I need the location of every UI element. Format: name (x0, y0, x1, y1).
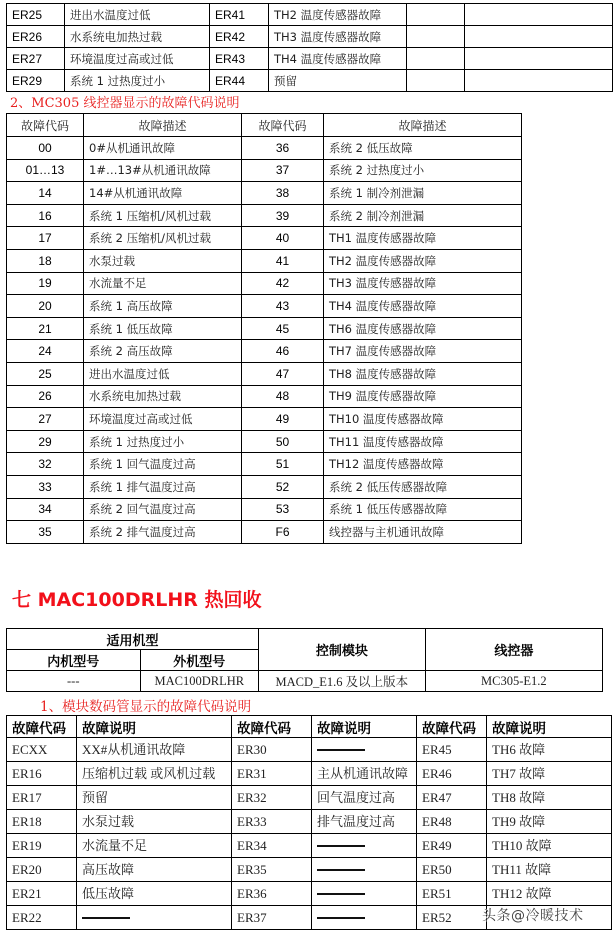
fault-code: 14 (7, 182, 84, 205)
table-row (7, 453, 522, 476)
column-header-description: 故障描述 (84, 114, 242, 137)
fault-description (77, 906, 232, 930)
fault-description: 高压故障 (77, 858, 232, 882)
dash-placeholder (317, 749, 365, 751)
table-row (7, 858, 612, 882)
fault-code: ER42 (210, 26, 269, 48)
watermark: 头条@冷暖技术 (482, 908, 584, 924)
fault-description: 系统 1 低压传感器故障 (324, 498, 522, 521)
mc305-section-heading: 2、MC305 线控器显示的故障代码说明 (10, 96, 240, 111)
table-row (7, 362, 522, 385)
table-row (7, 4, 613, 26)
fault-description: 进出水温度过低 (65, 4, 210, 26)
fault-description: 水系统电加热过载 (84, 385, 242, 408)
fault-code: 33 (7, 475, 84, 498)
fault-code: 25 (7, 362, 84, 385)
table-row (7, 882, 612, 906)
section-seven-title: 七 MAC100DRLHR 热回收 (12, 589, 262, 611)
fault-code: ER48 (417, 810, 487, 834)
fault-description: 回气温度过高 (312, 786, 417, 810)
fault-code: F6 (242, 521, 324, 544)
fault-description: 水泵过载 (84, 249, 242, 272)
table-row (7, 810, 612, 834)
fault-code: ER21 (7, 882, 77, 906)
table-row (7, 249, 522, 272)
table-row (7, 48, 613, 70)
fault-code: 18 (7, 249, 84, 272)
applicable-model-header: 适用机型 (7, 629, 259, 650)
table-row (7, 182, 522, 205)
fault-code: 34 (7, 498, 84, 521)
fault-code: 52 (242, 475, 324, 498)
module-fault-code-table (6, 715, 612, 930)
table-row (7, 738, 612, 762)
table-row (7, 272, 522, 295)
fault-description: TH9 温度传感器故障 (324, 385, 522, 408)
column-header-code: 故障代码 (232, 716, 312, 738)
fault-description: 水流量不足 (77, 834, 232, 858)
fault-description: 系统 2 回气温度过高 (84, 498, 242, 521)
fault-code: ER43 (210, 48, 269, 70)
fault-code: ER32 (232, 786, 312, 810)
fault-description: TH6 温度传感器故障 (324, 317, 522, 340)
fault-code: 51 (242, 453, 324, 476)
fault-code: ER16 (7, 762, 77, 786)
fault-description: TH7 故障 (487, 762, 612, 786)
fault-code: 17 (7, 227, 84, 250)
fault-description: TH3 温度传感器故障 (324, 272, 522, 295)
column-header-description: 故障说明 (487, 716, 612, 738)
fault-description: TH12 故障 (487, 882, 612, 906)
fault-description: 线控器与主机通讯故障 (324, 521, 522, 544)
fault-description (312, 906, 417, 930)
fault-description: TH9 故障 (487, 810, 612, 834)
fault-code: 40 (242, 227, 324, 250)
fault-code: ER29 (7, 70, 65, 92)
table-header-row (7, 114, 522, 137)
fault-code: 01…13 (7, 159, 84, 182)
fault-description: 系统 2 低压传感器故障 (324, 475, 522, 498)
fault-description: 预留 (77, 786, 232, 810)
fault-description: 系统 1 低压故障 (84, 317, 242, 340)
fault-description: 低压故障 (77, 882, 232, 906)
fault-code: ER35 (232, 858, 312, 882)
table-row (7, 70, 613, 92)
fault-description: 系统 2 压缩机/风机过载 (84, 227, 242, 250)
dash-placeholder (317, 893, 365, 895)
fault-description: TH12 温度传感器故障 (324, 453, 522, 476)
fault-code: ER45 (417, 738, 487, 762)
fault-description: 系统 2 低压故障 (324, 137, 522, 160)
empty-cell (465, 26, 613, 48)
fault-code: 36 (242, 137, 324, 160)
fault-code: ER22 (7, 906, 77, 930)
table-row (7, 295, 522, 318)
empty-cell (407, 70, 465, 92)
fault-code: 16 (7, 204, 84, 227)
fault-description: 系统 1 回气温度过高 (84, 453, 242, 476)
fault-code: 45 (242, 317, 324, 340)
wired-controller-header: 线控器 (425, 629, 602, 671)
fault-code: ER50 (417, 858, 487, 882)
fault-description: 环境温度过高或过低 (84, 408, 242, 431)
indoor-model-header: 内机型号 (7, 650, 141, 671)
fault-code: 21 (7, 317, 84, 340)
fault-description (312, 738, 417, 762)
table-row (7, 629, 603, 650)
empty-cell (465, 48, 613, 70)
fault-description: TH3 温度传感器故障 (269, 26, 407, 48)
fault-code: ER34 (232, 834, 312, 858)
module-fault-section-heading: 1、模块数码管显示的故障代码说明 (40, 699, 252, 715)
table-row (7, 26, 613, 48)
fault-code: 35 (7, 521, 84, 544)
fault-code: 53 (242, 498, 324, 521)
wired-controller-value: MC305-E1.2 (425, 671, 602, 692)
table-row (7, 834, 612, 858)
fault-description: 1#…13#从机通讯故障 (84, 159, 242, 182)
table-row (7, 137, 522, 160)
fault-code: 00 (7, 137, 84, 160)
fault-description: 系统 2 过热度过小 (324, 159, 522, 182)
fault-description: 水泵过载 (77, 810, 232, 834)
fault-description (312, 858, 417, 882)
fault-description (312, 882, 417, 906)
dash-placeholder (317, 869, 365, 871)
fault-description: 系统 1 制冷剂泄漏 (324, 182, 522, 205)
fault-code: 43 (242, 295, 324, 318)
table-row (7, 762, 612, 786)
dash-placeholder (317, 845, 365, 847)
fault-description: 主从机通讯故障 (312, 762, 417, 786)
table-row (7, 159, 522, 182)
fault-code: ER18 (7, 810, 77, 834)
column-header-code: 故障代码 (417, 716, 487, 738)
fault-code: 49 (242, 408, 324, 431)
column-header-code: 故障代码 (7, 114, 84, 137)
column-header-code: 故障代码 (7, 716, 77, 738)
column-header-description: 故障说明 (312, 716, 417, 738)
fault-code: 37 (242, 159, 324, 182)
fault-code: ECXX (7, 738, 77, 762)
fault-code: ER27 (7, 48, 65, 70)
fault-description: 系统 2 排气温度过高 (84, 521, 242, 544)
fault-code: ER17 (7, 786, 77, 810)
fault-code: ER19 (7, 834, 77, 858)
dash-placeholder (317, 917, 365, 919)
fault-code: 24 (7, 340, 84, 363)
dash-placeholder (82, 917, 130, 919)
empty-cell (465, 4, 613, 26)
fault-code: ER31 (232, 762, 312, 786)
control-module-value: MACD_E1.6 及以上版本 (259, 671, 426, 692)
control-module-header: 控制模块 (259, 629, 426, 671)
fault-code: 29 (7, 430, 84, 453)
fault-description (312, 834, 417, 858)
fault-description: TH7 温度传感器故障 (324, 340, 522, 363)
fault-description: 环境温度过高或过低 (65, 48, 210, 70)
fault-description: XX#从机通讯故障 (77, 738, 232, 762)
fault-code: ER52 (417, 906, 487, 930)
fault-description: TH1 温度传感器故障 (324, 227, 522, 250)
fault-description: TH10 温度传感器故障 (324, 408, 522, 431)
fault-description: 0#从机通讯故障 (84, 137, 242, 160)
fault-code: 38 (242, 182, 324, 205)
fault-code: 20 (7, 295, 84, 318)
column-header-description: 故障描述 (324, 114, 522, 137)
empty-cell (407, 4, 465, 26)
fault-code: 50 (242, 430, 324, 453)
fault-description: TH10 故障 (487, 834, 612, 858)
table-row (7, 671, 603, 692)
fault-description: 水系统电加热过载 (65, 26, 210, 48)
mc305-fault-code-table (6, 113, 522, 544)
fault-code: ER33 (232, 810, 312, 834)
table-row (7, 227, 522, 250)
fault-description: 系统 1 排气温度过高 (84, 475, 242, 498)
table-row (7, 498, 522, 521)
fault-code: ER46 (417, 762, 487, 786)
table-row (7, 385, 522, 408)
column-header-code: 故障代码 (242, 114, 324, 137)
table-row (7, 786, 612, 810)
fault-code: ER51 (417, 882, 487, 906)
fault-code: 42 (242, 272, 324, 295)
applicable-model-table (6, 628, 603, 692)
table-row (7, 204, 522, 227)
column-header-description: 故障说明 (77, 716, 232, 738)
fault-code: ER36 (232, 882, 312, 906)
fault-description: 14#从机通讯故障 (84, 182, 242, 205)
fault-description: TH11 温度传感器故障 (324, 430, 522, 453)
table-row (7, 340, 522, 363)
fault-description: 水流量不足 (84, 272, 242, 295)
fault-description: 系统 1 过热度过小 (84, 430, 242, 453)
fault-code: 48 (242, 385, 324, 408)
fault-description: TH4 温度传感器故障 (324, 295, 522, 318)
table-row (7, 430, 522, 453)
fault-code: 39 (242, 204, 324, 227)
fault-description: TH8 温度传感器故障 (324, 362, 522, 385)
outdoor-model-header: 外机型号 (140, 650, 259, 671)
fault-description: 系统 1 压缩机/风机过载 (84, 204, 242, 227)
fault-code: 26 (7, 385, 84, 408)
empty-cell (407, 26, 465, 48)
fault-code: 32 (7, 453, 84, 476)
fault-description: TH2 温度传感器故障 (269, 4, 407, 26)
fault-code: ER47 (417, 786, 487, 810)
outdoor-model-value: MAC100DRLHR (140, 671, 259, 692)
fault-code: ER25 (7, 4, 65, 26)
continued-fault-code-table (6, 3, 613, 92)
fault-description: TH2 温度传感器故障 (324, 249, 522, 272)
fault-description: 预留 (269, 70, 407, 92)
empty-cell (465, 70, 613, 92)
fault-description: 系统 1 过热度过小 (65, 70, 210, 92)
table-row (7, 317, 522, 340)
fault-code: ER44 (210, 70, 269, 92)
fault-description: TH8 故障 (487, 786, 612, 810)
fault-description: 压缩机过载 或风机过载 (77, 762, 232, 786)
table-row (7, 521, 522, 544)
fault-description: 系统 2 高压故障 (84, 340, 242, 363)
empty-cell (407, 48, 465, 70)
fault-code: 47 (242, 362, 324, 385)
fault-code: ER20 (7, 858, 77, 882)
fault-code: 41 (242, 249, 324, 272)
fault-code: ER37 (232, 906, 312, 930)
fault-description: TH6 故障 (487, 738, 612, 762)
table-row (7, 475, 522, 498)
fault-code: 27 (7, 408, 84, 431)
fault-code: ER41 (210, 4, 269, 26)
indoor-model-value: --- (7, 671, 141, 692)
fault-description: 系统 2 制冷剂泄漏 (324, 204, 522, 227)
fault-description: 排气温度过高 (312, 810, 417, 834)
table-header-row (7, 716, 612, 738)
fault-code: ER30 (232, 738, 312, 762)
fault-code: 19 (7, 272, 84, 295)
fault-description: 进出水温度过低 (84, 362, 242, 385)
fault-code: ER26 (7, 26, 65, 48)
fault-code: ER49 (417, 834, 487, 858)
fault-code: 46 (242, 340, 324, 363)
fault-description: TH4 温度传感器故障 (269, 48, 407, 70)
table-row (7, 408, 522, 431)
fault-description: 系统 1 高压故障 (84, 295, 242, 318)
fault-description: TH11 故障 (487, 858, 612, 882)
